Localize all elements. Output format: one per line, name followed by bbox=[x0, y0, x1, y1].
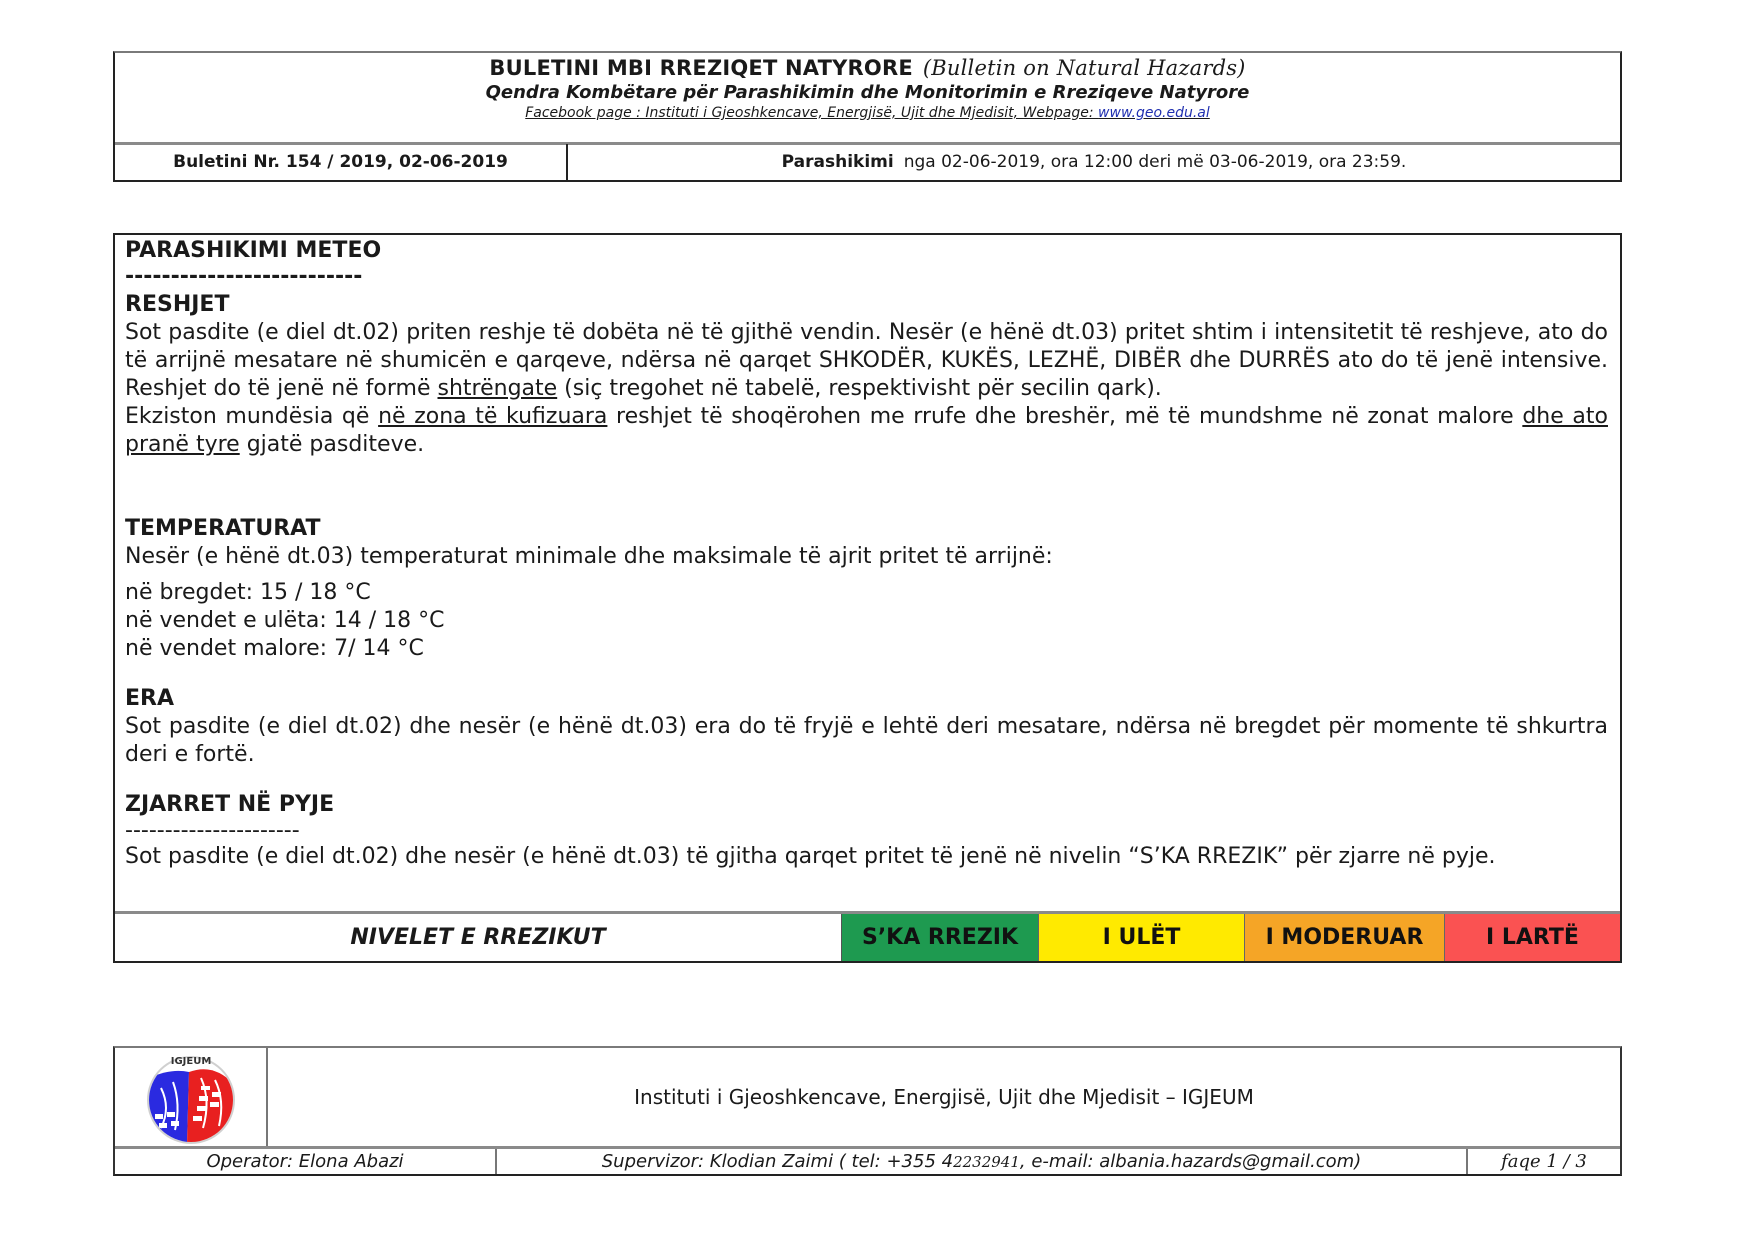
reshjet-underlined: dhe ato pranë tyre bbox=[125, 404, 1608, 457]
bulletin-footer bbox=[113, 1046, 1622, 1176]
level-high: I LARTË bbox=[1445, 914, 1620, 961]
section-title: PARASHIKIMI METEO bbox=[125, 238, 382, 263]
operator-name: Operator: Elona Abazi bbox=[115, 1149, 497, 1174]
temperaturat-intro: Nesër (e hënë dt.03) temperaturat minimale dhe maksimale të ajrit pritet të arrijnë: bbox=[125, 544, 1053, 569]
forecast-label: Parashikimi bbox=[781, 152, 894, 172]
page-number: faqe 1 / 3 bbox=[1501, 1151, 1587, 1172]
reshjet-text: Sot pasdite (e diel dt.02) priten reshje të dobëta në të gjithë vendin. Nesër (e hënë dt.03) pritet shtim i intensitetit të reshjeve, ato do të arrijnë mesatare në shumicën e qarqeve, ndërsa në qarqet SHKODËR, KUKËS, LEZHË, DIBËR dhe DURRËS ato do të jenë intensive. Reshjet do të jenë në formë bbox=[125, 320, 1608, 401]
facebook-text: Facebook page : Instituti i Gjeoshkencave, Energjisë, Ujit dhe Mjedisit, Webpage: bbox=[525, 105, 1099, 121]
era-heading: ERA bbox=[125, 686, 174, 711]
temperaturat-heading: TEMPERATURAT bbox=[125, 516, 321, 541]
forecast-content bbox=[125, 235, 1608, 871]
forecast-range: nga 02-06-2019, ora 12:00 deri më 03-06-2019, ora 23:59. bbox=[903, 152, 1407, 172]
reshjet-text: gjatë pasditeve. bbox=[239, 432, 425, 457]
reshjet-text: (siç tregohet në tabelë, respektivisht për secilin qark). bbox=[557, 376, 1162, 401]
title-english: (Bulletin on Natural Hazards) bbox=[922, 56, 1246, 80]
bulletin-title bbox=[115, 56, 1620, 80]
temperature-mountains: në vendet malore: 7/ 14 °C bbox=[125, 636, 424, 661]
forecast-period bbox=[568, 144, 1620, 180]
facebook-line bbox=[115, 105, 1620, 121]
footer-top-row bbox=[115, 1048, 1620, 1149]
level-moderate: I MODERUAR bbox=[1245, 914, 1445, 961]
reshjet-text: reshjet të shoqërohen me rrufe dhe breshër, më të mundshme në zonat malore bbox=[607, 404, 1523, 429]
footer-info-row bbox=[115, 1149, 1620, 1174]
level-low: I ULËT bbox=[1039, 914, 1245, 961]
supervisor-email: , e-mail: albania.hazards@gmail.com) bbox=[1019, 1151, 1362, 1172]
supervisor-text: Supervizor: Klodian Zaimi ( tel: +355 4 bbox=[601, 1151, 954, 1172]
svg-text:IGJEUM: IGJEUM bbox=[170, 1056, 211, 1067]
bulletin-number: Buletini Nr. 154 / 2019, 02-06-2019 bbox=[115, 144, 568, 180]
temperature-lowlands: në vendet e ulëta: 14 / 18 °C bbox=[125, 608, 445, 633]
reshjet-heading: RESHJET bbox=[125, 292, 230, 317]
era-paragraph: Sot pasdite (e diel dt.02) dhe nesër (e hënë dt.03) era do të fryjë e lehtë deri mesatare, ndërsa në bregdet për momente të shkurtra deri e fortë. bbox=[125, 714, 1608, 767]
bulletin-header bbox=[113, 51, 1622, 182]
zjarret-paragraph: Sot pasdite (e diel dt.02) dhe nesër (e hënë dt.03) të gjitha qarqet pritet të jenë në nivelin “S’KA RREZIK” për zjarre në pyje. bbox=[125, 844, 1496, 869]
reshjet-underlined: shtrëngate bbox=[437, 376, 558, 401]
level-no-risk: S’KA RREZIK bbox=[842, 914, 1039, 961]
temperature-coast: në bregdet: 15 / 18 °C bbox=[125, 580, 371, 605]
reshjet-text: Ekziston mundësia që bbox=[125, 404, 379, 429]
center-name: Qendra Kombëtare për Parashikimin dhe Monitorimin e Rreziqeve Natyrore bbox=[485, 82, 1250, 103]
institute-name: Instituti i Gjeoshkencave, Energjisë, Ujit dhe Mjedisit – IGJEUM bbox=[634, 1085, 1254, 1109]
title-albanian: BULETINI MBI RREZIQET NATYRORE bbox=[489, 56, 913, 80]
temperature-list bbox=[125, 579, 1608, 663]
zjarret-heading: ZJARRET NË PYJE bbox=[125, 792, 335, 817]
webpage-link[interactable]: www.geo.edu.al bbox=[1098, 105, 1210, 121]
section-divider: -------------------------- bbox=[125, 264, 363, 289]
reshjet-paragraph-1 bbox=[125, 319, 1608, 403]
reshjet-underlined: në zona të kufizuara bbox=[378, 404, 608, 429]
header-title-block bbox=[115, 53, 1620, 145]
supervisor-contact bbox=[497, 1149, 1468, 1174]
zjarret-divider: ---------------------- bbox=[125, 818, 300, 843]
bulletin-info-row bbox=[115, 144, 1620, 180]
igjeum-logo bbox=[115, 1048, 268, 1146]
hazard-levels-row bbox=[115, 911, 1620, 961]
igjeum-globe-icon bbox=[141, 1048, 241, 1146]
reshjet-paragraph-2 bbox=[125, 403, 1608, 459]
forecast-box bbox=[113, 233, 1622, 963]
hazard-levels-label: NIVELET E RREZIKUT bbox=[115, 914, 842, 961]
supervisor-phone: 2232941 bbox=[953, 1152, 1020, 1171]
